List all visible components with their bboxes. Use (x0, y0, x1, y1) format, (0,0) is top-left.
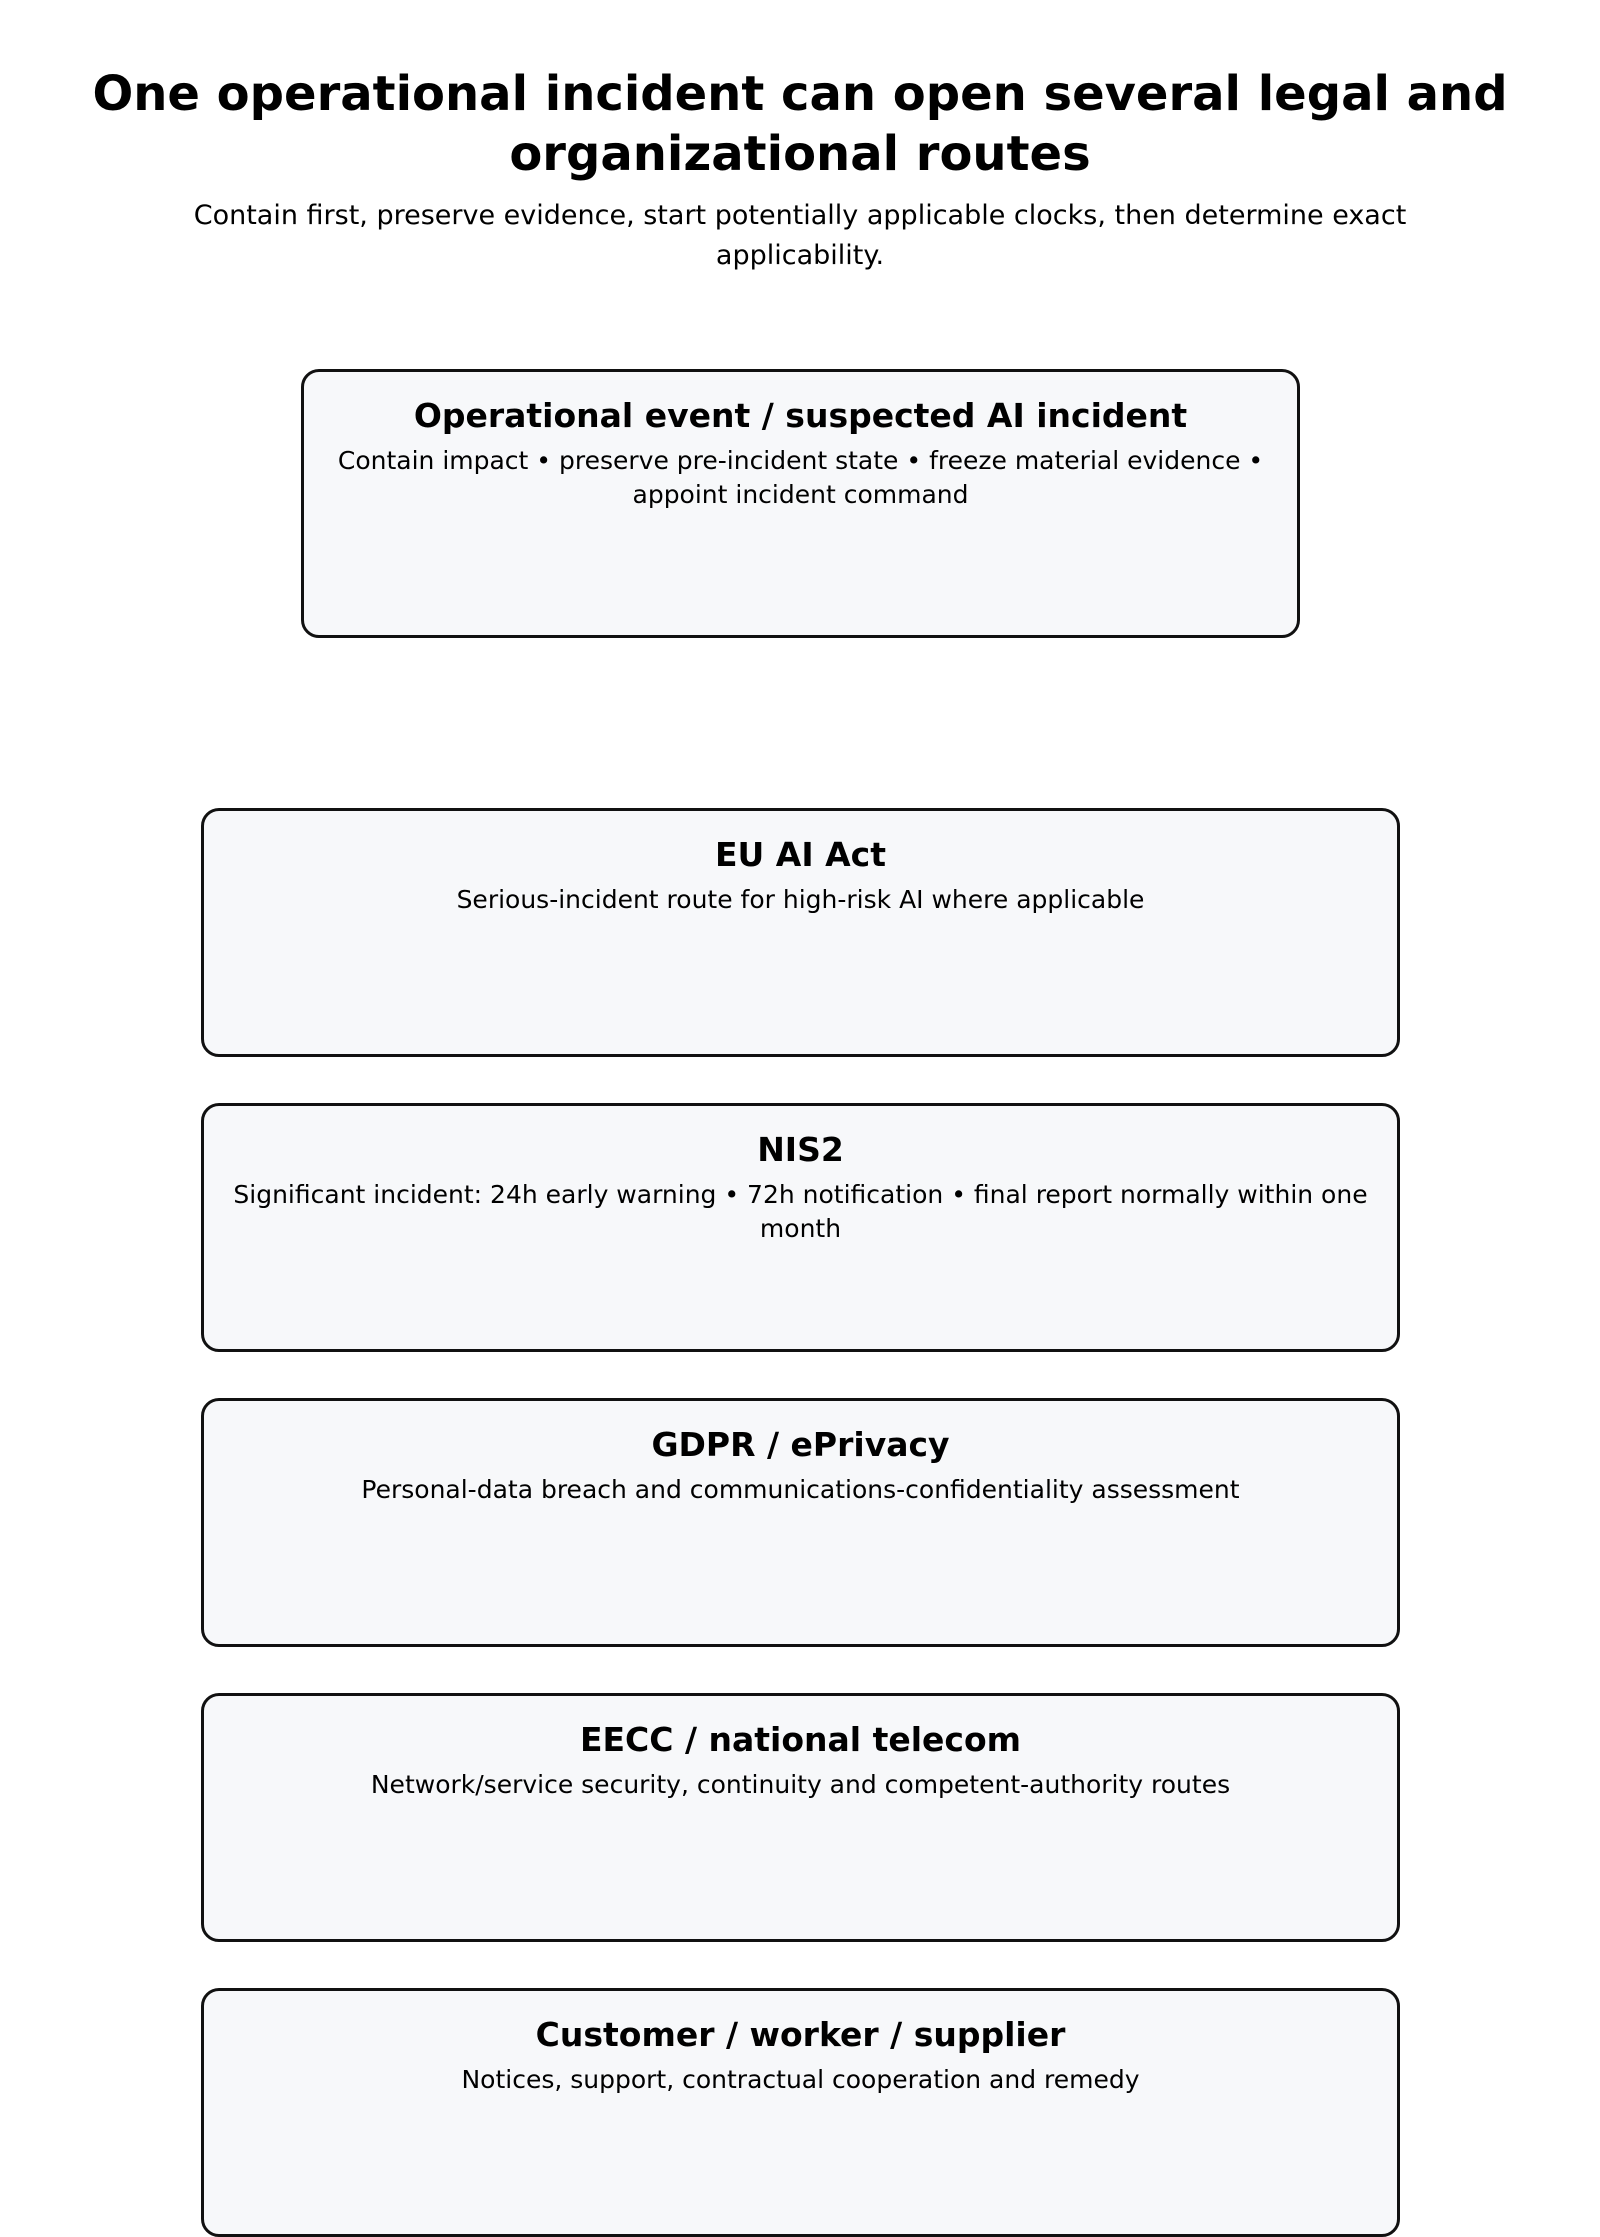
operational-event-text: Contain impact • preserve pre-incident state • freeze material evidence • appoint incident command (337, 446, 1264, 509)
diagram-title: One operational incident can open several legal and organizational routes (92, 66, 1508, 182)
route-text: Notices, support, contractual cooperation and remedy (461, 2065, 1140, 2094)
route-text: Network/service security, continuity and competent-authority routes (370, 1770, 1231, 1799)
route-title: EECC / national telecom (579, 1720, 1022, 1759)
operational-event-box (301, 369, 1300, 638)
route-title: NIS2 (757, 1130, 844, 1169)
route-title: EU AI Act (714, 835, 886, 874)
operational-event-title: Operational event / suspected AI incident (413, 396, 1188, 435)
diagram-subtitle: Contain first, preserve evidence, start potentially applicable clocks, then determine exact applicability. (193, 200, 1407, 271)
route-box-eu-ai-act (201, 808, 1400, 1057)
route-text: Personal-data breach and communications-confidentiality assessment (361, 1475, 1240, 1504)
route-box-eecc-national-telecom (201, 1693, 1400, 1942)
route-text: Significant incident: 24h early warning • 72h notification • final report normally within one month (233, 1180, 1368, 1243)
route-title: Customer / worker / supplier (535, 2015, 1066, 2054)
route-box-gdpr-eprivacy (201, 1398, 1400, 1647)
route-title: GDPR / ePrivacy (651, 1425, 950, 1464)
route-box-nis2 (201, 1103, 1400, 1352)
route-text: Serious-incident route for high-risk AI where applicable (456, 885, 1145, 914)
